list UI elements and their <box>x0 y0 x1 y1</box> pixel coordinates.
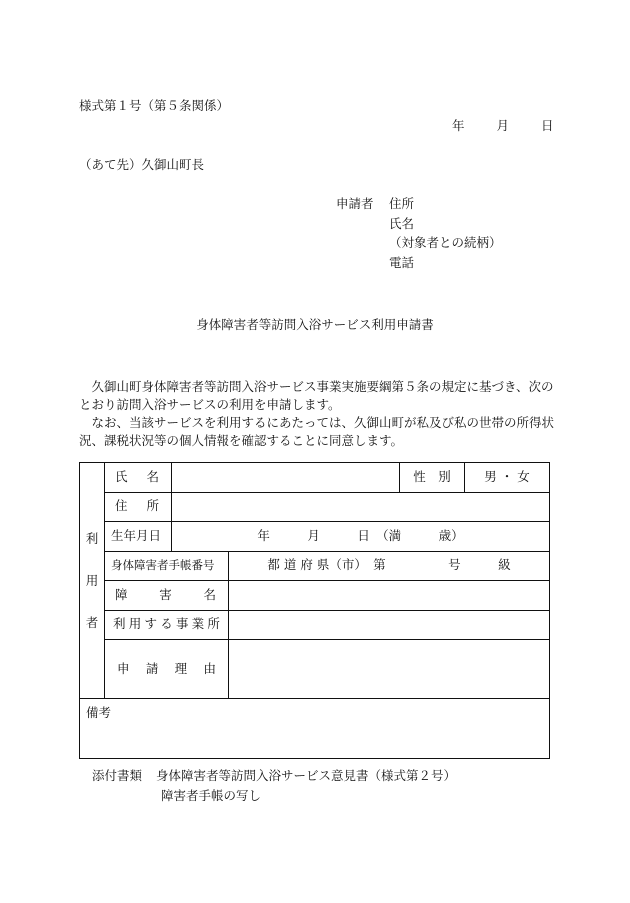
date-day-label: 日 <box>541 118 554 133</box>
user-side-char: 利 <box>85 530 99 546</box>
birthdate-label: 生年月日 <box>105 522 172 552</box>
body-paragraph-2: なお、当該サービスを利用するにあたっては、久御山町が私及び私の世帯の所得状況、課税状況等の個人情報を確認することに同意します。 <box>79 415 555 448</box>
applicant-phone-label: 電話 <box>389 254 415 270</box>
disability-field[interactable] <box>229 581 550 611</box>
addressee: （あて先）久御山町長 <box>79 157 205 172</box>
body-text <box>79 378 554 450</box>
user-side-char: 者 <box>85 614 99 630</box>
applicant-block <box>336 196 502 274</box>
application-form-table <box>79 462 550 759</box>
form-number: 様式第１号（第５条関係） <box>79 98 230 113</box>
facility-field[interactable] <box>229 610 550 640</box>
attachments-line <box>92 768 456 785</box>
gender-field[interactable]: 男 ・ 女 <box>465 463 550 493</box>
user-side-label <box>80 463 105 699</box>
gender-label: 性 別 <box>400 463 465 493</box>
name-field[interactable] <box>172 463 400 493</box>
date-line <box>452 118 554 135</box>
body-paragraph-1: 久御山町身体障害者等訪問入浴サービス事業実施要綱第５条の規定に基づき、次のとおり訪問入浴サービスの利用を申請します。 <box>79 379 554 412</box>
reason-label: 申 請 理 由 <box>105 640 229 699</box>
address-label: 住 所 <box>105 492 172 522</box>
disability-label: 障 害 名 <box>105 581 229 611</box>
applicant-name-label: 氏名 <box>389 215 415 231</box>
date-month-label: 月 <box>496 118 510 133</box>
name-label: 氏 名 <box>105 463 172 493</box>
applicant-address-label: 住所 <box>389 196 415 211</box>
attachment-item-1: 身体障害者等訪問入浴サービス意見書（様式第２号） <box>156 768 457 783</box>
reason-field[interactable] <box>229 640 550 699</box>
address-field[interactable] <box>172 492 550 522</box>
facility-label: 利 用 す る 事 業 所 <box>105 610 229 640</box>
applicant-label: 申請者 <box>336 196 374 211</box>
attachments-label: 添付書類 <box>92 768 143 783</box>
birthdate-field[interactable]: 年 月 日 （満 歳） <box>172 522 550 552</box>
date-year-label: 年 <box>452 118 465 133</box>
handbook-field[interactable]: 都 道 府 県（市） 第 号 級 <box>229 551 550 581</box>
remarks-label: 備考 <box>86 705 112 720</box>
user-side-char: 用 <box>85 572 99 588</box>
document-title: 身体障害者等訪問入浴サービス利用申請書 <box>196 317 434 332</box>
remarks-field[interactable] <box>80 699 550 759</box>
handbook-label: 身体障害者手帳番号 <box>105 551 229 581</box>
attachment-item-2: 障害者手帳の写し <box>161 788 262 803</box>
applicant-relation-label: （対象者との続柄） <box>389 235 502 250</box>
